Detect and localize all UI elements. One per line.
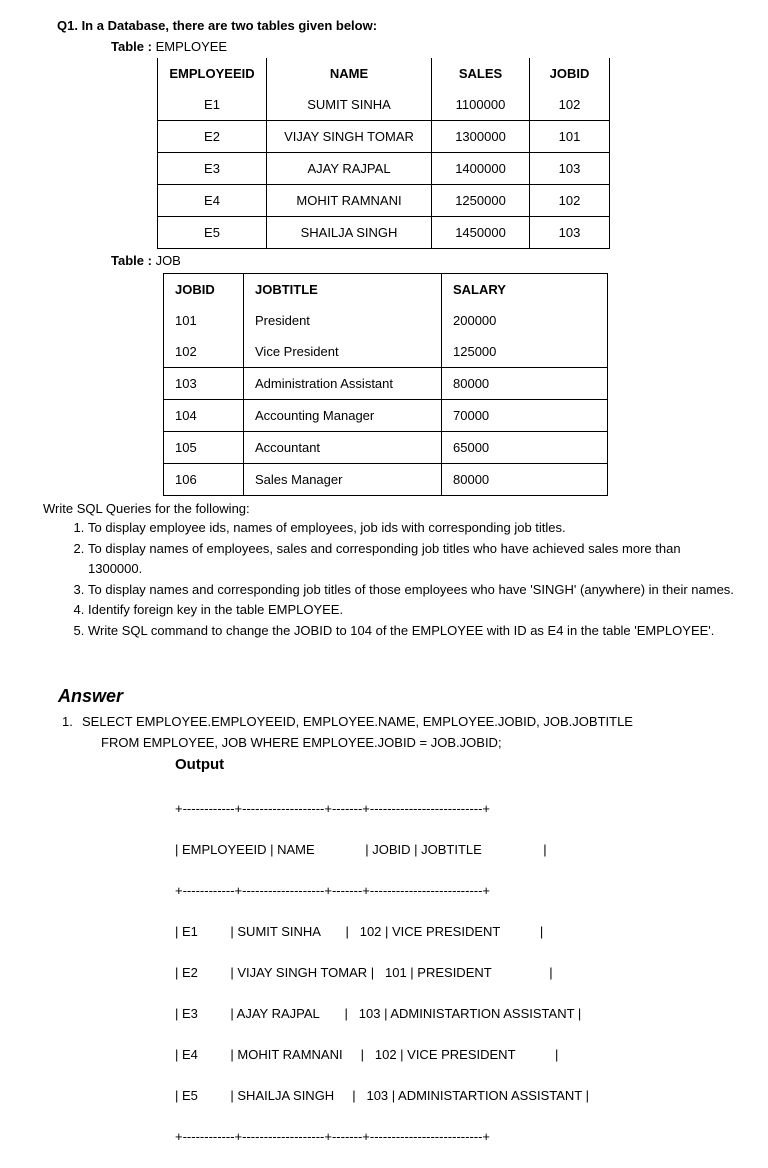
list-item: 4. Identify foreign key in the table EMPLOYEE. [88, 600, 738, 621]
job-cell: 101 [175, 313, 197, 328]
employee-cell: AJAY RAJPAL [267, 153, 432, 185]
employee-header-cell: NAME [267, 58, 432, 89]
output-line: | E5 | SHAILJA SINGH | 103 | ADMINISTARTION ASSISTANT | [175, 1087, 589, 1103]
table-row [158, 153, 610, 185]
employee-cell: 1300000 [432, 121, 530, 153]
job-cell: 125000 [442, 336, 608, 368]
job-cell: 80000 [442, 368, 608, 400]
employee-cell: SUMIT SINHA [267, 89, 432, 121]
list-item: 3. To display names and corresponding job titles of those employees who have 'SINGH' (anywhere) in their names. [88, 580, 738, 601]
list-item: 2. To display names of employees, sales and corresponding job titles who have achieved sales more than 1300000. [88, 539, 738, 580]
sql-line-1: SELECT EMPLOYEE.EMPLOYEEID, EMPLOYEE.NAME, EMPLOYEE.JOBID, JOB.JOBTITLE [82, 714, 633, 729]
table-row [158, 185, 610, 217]
employee-cell: MOHIT RAMNANI [267, 185, 432, 217]
table-row [158, 89, 610, 121]
job-cell: Sales Manager [244, 464, 442, 496]
table-row [164, 432, 608, 464]
list-item: 5. Write SQL command to change the JOBID to 104 of the EMPLOYEE with ID as E4 in the table 'EMPLOYEE'. [88, 621, 738, 642]
job-cell: 106 [175, 472, 197, 487]
employee-cell: E5 [204, 225, 220, 240]
job-header-cell: JOBTITLE [244, 274, 442, 306]
output-line: | EMPLOYEEID | NAME | JOBID | JOBTITLE | [175, 841, 547, 857]
table-row [164, 336, 608, 368]
job-cell: 104 [175, 408, 197, 423]
employee-cell: E2 [204, 129, 220, 144]
output-line: +------------+-------------------+-------+--------------------------+ [175, 1128, 491, 1144]
answer-item-number: 1. [62, 714, 73, 729]
table-row [164, 305, 608, 336]
task-list [68, 518, 738, 641]
output-label: Output [175, 756, 225, 773]
list-item: 1. To display employee ids, names of employees, job ids with corresponding job titles. [88, 518, 738, 539]
output-line: | E3 | AJAY RAJPAL | 103 | ADMINISTARTION ASSISTANT | [175, 1005, 582, 1021]
job-cell: 102 [175, 344, 197, 359]
employee-cell: SHAILJA SINGH [267, 217, 432, 249]
job-table-header-row [164, 274, 608, 306]
table-row [164, 368, 608, 400]
employee-cell: 103 [530, 217, 610, 249]
employee-cell: E1 [204, 97, 220, 112]
job-cell: 80000 [442, 464, 608, 496]
job-cell: Vice President [244, 336, 442, 368]
employee-cell: 103 [530, 153, 610, 185]
answer-heading: Answer [58, 686, 124, 706]
employee-table [157, 58, 610, 249]
employee-cell: VIJAY SINGH TOMAR [267, 121, 432, 153]
job-table-label-name: JOB [155, 253, 181, 268]
instructions: Write SQL Queries for the following: [43, 501, 250, 516]
table-row [164, 400, 608, 432]
employee-cell: 1450000 [432, 217, 530, 249]
output-line: +------------+-------------------+-------+--------------------------+ [175, 882, 491, 898]
employee-table-label-name: EMPLOYEE [155, 39, 228, 54]
table-row [164, 464, 608, 496]
table-row [158, 217, 610, 249]
job-cell: 65000 [442, 432, 608, 464]
job-cell: Accounting Manager [244, 400, 442, 432]
employee-cell: 1250000 [432, 185, 530, 217]
job-cell: Accountant [244, 432, 442, 464]
employee-cell: 102 [530, 185, 610, 217]
job-cell: 70000 [442, 400, 608, 432]
output-line: | E1 | SUMIT SINHA | 102 | VICE PRESIDENT | [175, 923, 544, 939]
output-line: | E2 | VIJAY SINGH TOMAR | 101 | PRESIDENT | [175, 964, 553, 980]
employee-cell: 1100000 [432, 89, 530, 121]
output-line: +------------+-------------------+-------+--------------------------+ [175, 800, 491, 816]
employee-cell: 102 [530, 89, 610, 121]
output-line: | E4 | MOHIT RAMNANI | 102 | VICE PRESIDENT | [175, 1046, 559, 1062]
employee-cell: E3 [204, 161, 220, 176]
employee-cell: 1400000 [432, 153, 530, 185]
employee-table-label-prefix: Table : [111, 39, 152, 54]
employee-table-label [111, 39, 227, 54]
employee-cell: E4 [204, 193, 220, 208]
employee-table-header-row [158, 58, 610, 89]
sql-line-2: FROM EMPLOYEE, JOB WHERE EMPLOYEE.JOBID = JOB.JOBID; [101, 735, 502, 750]
job-cell: 200000 [442, 305, 608, 336]
job-cell: 103 [175, 376, 197, 391]
job-table-label-prefix: Table : [111, 253, 152, 268]
table-row [158, 121, 610, 153]
job-header-cell: JOBID [175, 282, 215, 297]
employee-header-cell: SALES [432, 58, 530, 89]
job-table-label [111, 253, 181, 268]
job-cell: 105 [175, 440, 197, 455]
job-cell: President [244, 305, 442, 336]
job-header-cell: SALARY [442, 274, 608, 306]
employee-header-cell: EMPLOYEEID [169, 66, 255, 81]
question-heading: Q1. In a Database, there are two tables given below: [57, 18, 378, 33]
output-table [175, 778, 589, 1168]
employee-header-cell: JOBID [530, 58, 610, 89]
employee-cell: 101 [530, 121, 610, 153]
job-table [163, 273, 608, 496]
job-cell: Administration Assistant [244, 368, 442, 400]
